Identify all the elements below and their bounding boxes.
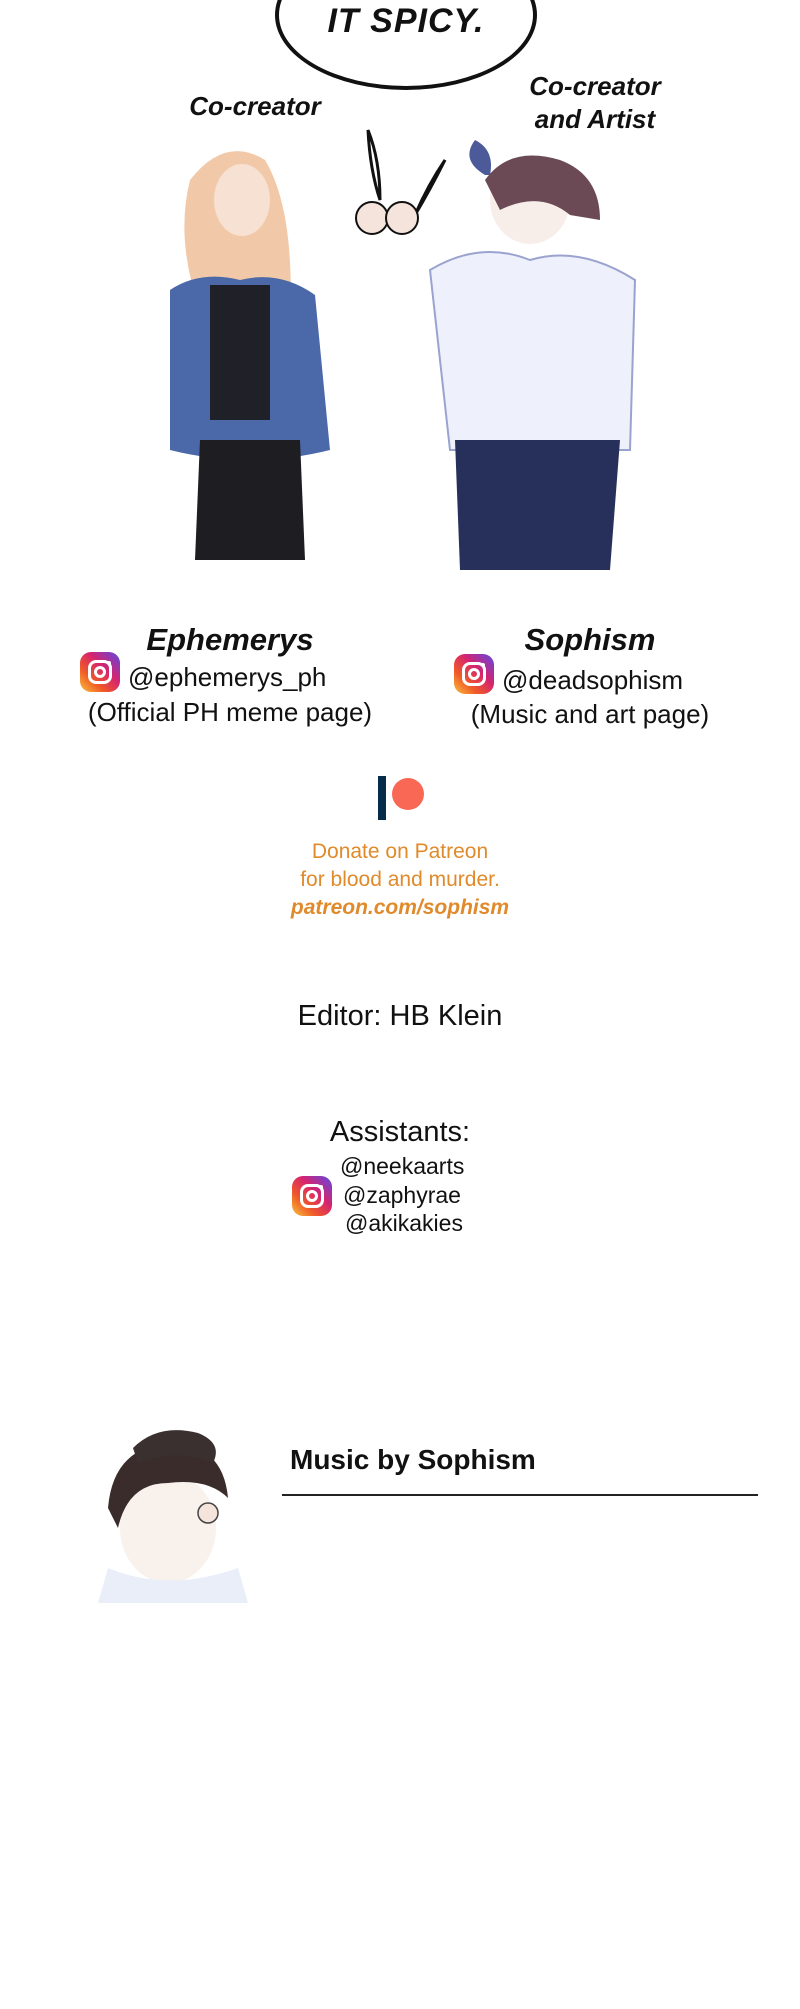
assistant-handle[interactable]: @akikakies <box>345 1210 463 1236</box>
creators-illustration <box>130 120 690 600</box>
patreon-logo-icon[interactable] <box>392 778 424 810</box>
speech-bubble-text: IT SPICY. <box>327 2 485 40</box>
instagram-icon[interactable] <box>454 654 494 694</box>
sophism-page-note: (Music and art page) <box>470 699 710 729</box>
role-label-sophism: Co-creator and Artist <box>529 71 661 134</box>
music-credit: Music by Sophism <box>290 1444 536 1475</box>
patreon-logo-icon[interactable] <box>378 776 386 820</box>
patreon-donate-subtext: for blood and murder. <box>300 868 500 891</box>
assistant-handle[interactable]: @zaphyrae <box>343 1182 461 1208</box>
ephemerys-page-note: (Official PH meme page) <box>87 697 373 727</box>
patreon-link[interactable]: patreon.com/sophism <box>290 896 510 919</box>
creator-name-ephemerys: Ephemerys <box>146 622 314 657</box>
instagram-icon[interactable] <box>292 1176 332 1216</box>
sophism-avatar <box>88 1418 258 1603</box>
music-divider <box>282 1494 758 1496</box>
instagram-handle-sophism[interactable]: @deadsophism <box>502 665 684 695</box>
assistant-handle[interactable]: @neekaarts <box>340 1153 465 1179</box>
creator-name-sophism: Sophism <box>524 622 656 657</box>
instagram-icon[interactable] <box>80 652 120 692</box>
assistants-title: Assistants: <box>329 1116 471 1148</box>
editor-credit: Editor: HB Klein <box>297 1000 503 1032</box>
patreon-donate-text: Donate on Patreon <box>311 840 489 863</box>
role-label-ephemerys: Co-creator <box>189 91 321 121</box>
instagram-handle-ephemerys[interactable]: @ephemerys_ph <box>128 662 327 692</box>
